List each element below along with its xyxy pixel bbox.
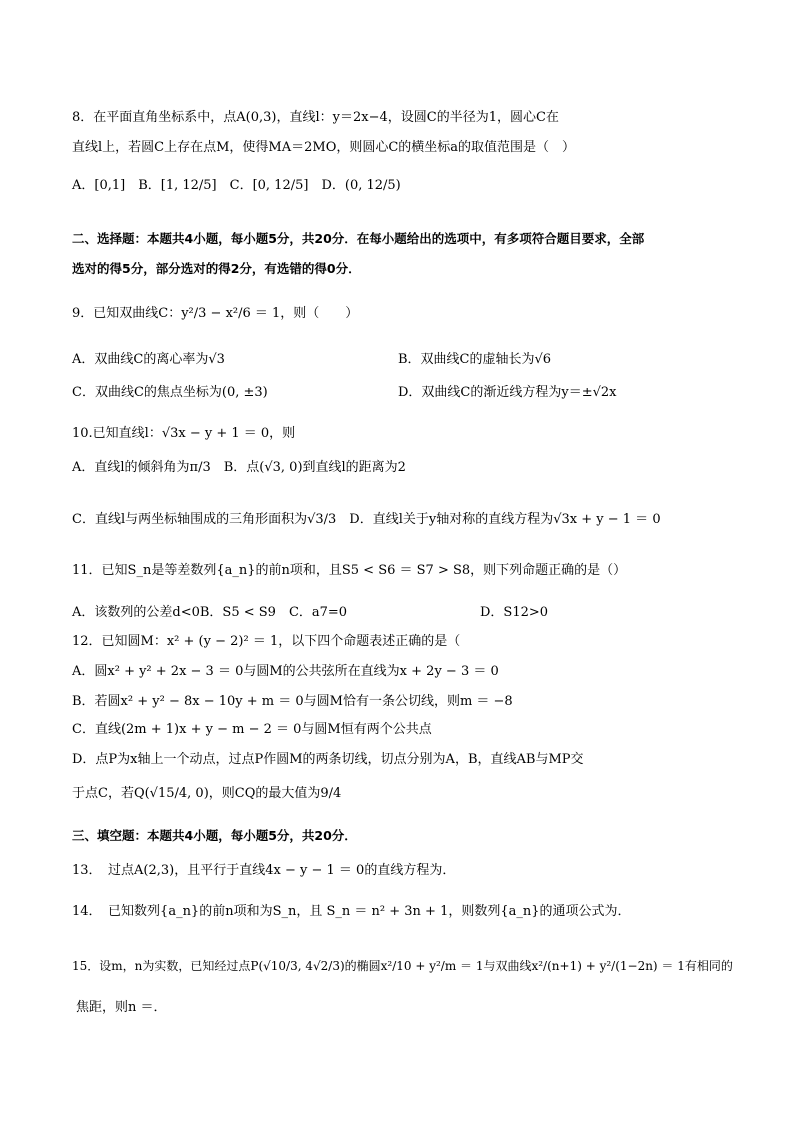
- q9-option-a: A．双曲线C的离心率为√3: [72, 352, 225, 367]
- q11-options: A．该数列的公差d<0B．S5 < S9 C．a7=0: [72, 605, 348, 620]
- q10-stem: 10.已知直线l：√3x − y + 1 ＝ 0，则: [72, 426, 296, 441]
- q11-stem: 11．已知S_n是等差数列{a_n}的前n项和，且S5 < S6 ＝ S7 > S8，则下列命题正确的是（）: [72, 563, 627, 578]
- q14-text: 14． 已知数列{a_n}的前n项和为S_n，且 S_n ＝ n² + 3n + 1，则数列{a_n}的通项公式为．: [72, 904, 631, 919]
- q12-option-d-line1: D．点P为x轴上一个动点，过点P作圆M的两条切线，切点分别为A，B，直线AB与MP交: [72, 752, 584, 767]
- q9-option-d: D．双曲线C的渐近线方程为y＝±√2x: [398, 385, 617, 400]
- q8-options: A．[0,1] B．[1, 12/5] C．[0, 12/5] D．(0, 12/5): [72, 178, 401, 193]
- q15-line1: 15．设m，n为实数，已知经过点P(√10/3, 4√2/3)的椭圆x²/10 + y²/m ＝ 1与双曲线x²/(n+1) + y²/(1−2n) ＝ 1有相同的: [72, 959, 733, 973]
- q12-option-c: C．直线(2m + 1)x + y − m − 2 ＝ 0与圆M恒有两个公共点: [72, 722, 432, 737]
- q11-option-d: D．S12>0: [480, 605, 549, 620]
- section2-line1: 二、选择题：本题共4小题，每小题5分，共20分．在每小题给出的选项中，有多项符合题目要求，全部: [72, 231, 645, 246]
- section3-title: 三、填空题：本题共4小题，每小题5分，共20分．: [72, 828, 357, 843]
- q9-stem: 9．已知双曲线C：y²/3 − x²/6 ＝ 1，则（ ）: [72, 306, 359, 321]
- q8-line1: 8．在平面直角坐标系中，点A(0,3)，直线l：y＝2x−4，设圆C的半径为1，圆心C在: [72, 110, 559, 125]
- q9-option-c: C．双曲线C的焦点坐标为(0, ±3): [72, 385, 268, 400]
- section2-line2: 选对的得5分，部分选对的得2分，有选错的得0分．: [72, 261, 361, 276]
- q12-option-b: B．若圆x² + y² − 8x − 10y + m ＝ 0与圆M恰有一条公切线，则m ＝ −8: [72, 694, 513, 709]
- q15-line2: 焦距，则n ＝．: [76, 1000, 167, 1015]
- q8-line2: 直线l上，若圆C上存在点M，使得MA＝2MO，则圆心C的横坐标a的取值范围是（ ）: [72, 140, 576, 155]
- q12-stem: 12．已知圆M：x² + (y − 2)² ＝ 1，以下四个命题表述正确的是（: [72, 634, 461, 649]
- q10-options-ab: A．直线l的倾斜角为π/3 B．点(√3, 0)到直线l的距离为2: [72, 460, 406, 475]
- q13-text: 13． 过点A(2,3)，且平行于直线4x − y − 1 ＝ 0的直线方程为．: [72, 863, 456, 878]
- q10-options-cd: C．直线l与两坐标轴围成的三角形面积为√3/3 D．直线l关于y轴对称的直线方程为√3x + y − 1 ＝ 0: [72, 512, 661, 527]
- q12-option-d-line2: 于点C，若Q(√15/4, 0)，则CQ的最大值为9/4: [72, 786, 342, 801]
- q12-option-a: A．圆x² + y² + 2x − 3 ＝ 0与圆M的公共弦所在直线为x + 2y − 3 ＝ 0: [72, 664, 499, 679]
- q9-option-b: B．双曲线C的虚轴长为√6: [398, 352, 552, 367]
